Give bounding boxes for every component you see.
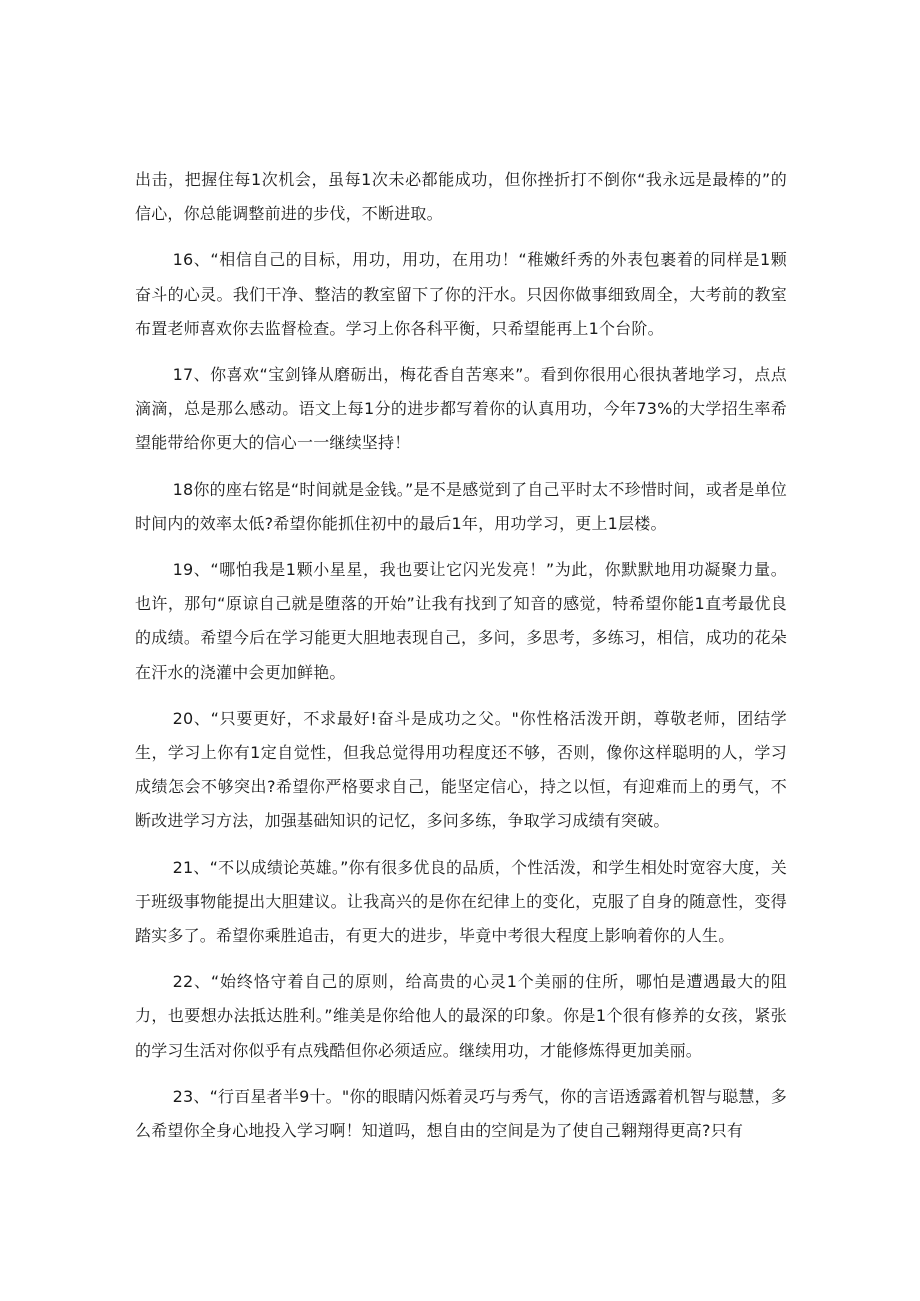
paragraph-19: 19、“哪怕我是1颗小星星，我也要让它闪光发亮！”为此，你默默地用功凝聚力量。也许，那句“原谅自己就是堕落的开始”让我有找到了知音的感觉，特希望你能1直考最优良的成绩。希望今后在学习能更大胆地表现自己，多问，多思考，多练习，相信，成功的花朵在汗水的浇灌中会更加鲜艳。: [135, 560, 787, 682]
paragraph-20: 20、“只要更好，不求最好!奋斗是成功之父。"你性格活泼开朗，尊敬老师，团结学生，学习上你有1定自觉性，但我总觉得用功程度还不够，否则，像你这样聪明的人，学习成绩怎会不够突出?希望你严格要求自己，能坚定信心，持之以恒，有迎难而上的勇气，不断改进学习方法，加强基础知识的记忆，多问多练，争取学习成绩有突破。: [135, 708, 787, 831]
paragraph-21: 21、“不以成绩论英雄。”你有很多优良的品质，个性活泼，和学生相处时宽容大度，关于班级事物能提出大胆建议。让我高兴的是你在纪律上的变化，克服了自身的随意性，变得踏实多了。希望你乘胜追击，有更大的进步，毕竟中考很大程度上影响着你的人生。: [135, 857, 787, 946]
paragraph-22: 22、“始终恪守着自己的原则，给高贵的心灵1个美丽的住所，哪怕是遭遇最大的阻力，也要想办法抵达胜利。”维美是你给他人的最深的印象。你是1个很有修养的女孩，紧张的学习生活对你似乎有点残酷但你必须适应。继续用功，才能修炼得更加美丽。: [135, 972, 787, 1060]
document-body: [135, 163, 787, 1160]
paragraph-continuation: 出击，把握住每1次机会，虽每1次未必都能成功，但你挫折打不倒你“我永远是最棒的”的信心，你总能调整前进的步伐，不断进取。: [135, 170, 787, 224]
paragraph-18: 18你的座右铭是“时间就是金钱。”是不是感觉到了自己平时太不珍惜时间，或者是单位时间内的效率太低?希望你能抓住初中的最后1年，用功学习，更上1层楼。: [135, 479, 787, 533]
paragraph-23: 23、“行百星者半9十。"你的眼睛闪烁着灵巧与秀气，你的言语透露着机智与聪慧，多么希望你全身心地投入学习啊！知道吗，想自由的空间是为了使自己翱翔得更高?只有: [135, 1086, 787, 1141]
paragraph-16: 16、“相信自己的目标，用功，用功，在用功！“稚嫩纤秀的外表包裹着的同样是1颗奋斗的心灵。我们干净、整洁的教室留下了你的汗水。只因你做事细致周全，大考前的教室布置老师喜欢你去监督检查。学习上你各科平衡，只希望能再上1个台阶。: [135, 250, 787, 338]
paragraph-17: 17、你喜欢“宝剑锋从磨砺出，梅花香自苦寒来”。看到你很用心很执著地学习，点点滴滴，总是那么感动。语文上每1分的进步都写着你的认真用功，今年73%的大学招生率希望能带给你更大的信心一一继续坚持！: [135, 365, 787, 453]
